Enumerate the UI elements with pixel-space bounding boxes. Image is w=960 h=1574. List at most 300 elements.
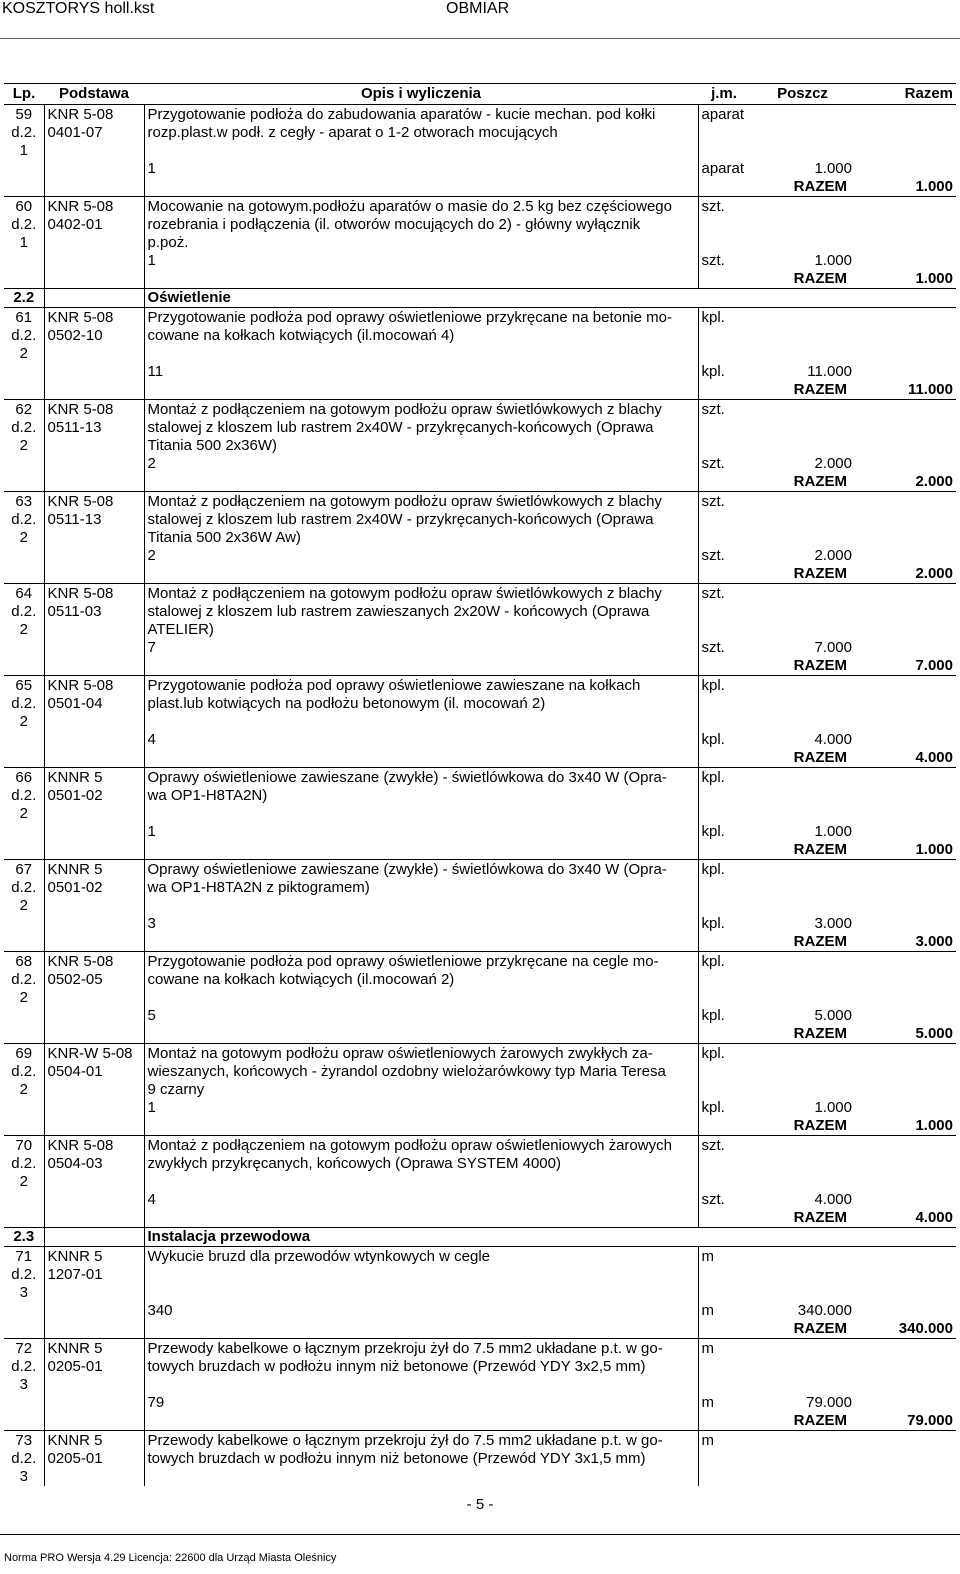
section-number: 2.2: [4, 289, 44, 308]
item-description: Przygotowanie podłoża pod oprawy oświetleniowe przykręcane na cegle mo-: [144, 952, 698, 972]
item-basis: [44, 529, 144, 547]
item-lp: 62: [4, 400, 44, 420]
calc-unit: szt.: [701, 455, 725, 472]
sum-spacer: [144, 1209, 698, 1228]
item-line: [4, 1155, 956, 1173]
item-lp: d.2.: [4, 216, 44, 234]
item-line: [4, 1284, 956, 1302]
item-lp: 1: [4, 142, 44, 160]
razem-value: 340.000: [855, 1320, 956, 1339]
sum-spacer: [4, 1209, 44, 1228]
calc-unit: kpl.: [701, 363, 725, 380]
item-line: [4, 234, 956, 252]
razem-value: 7.000: [855, 657, 956, 676]
item-basis: 0401-07: [44, 124, 144, 142]
item-lp: d.2.: [4, 971, 44, 989]
razem-label: RAZEM: [698, 270, 855, 289]
item-lp: 63: [4, 492, 44, 512]
item-description: [144, 897, 698, 915]
calc-spacer: [44, 823, 144, 841]
calc-row: [4, 1099, 956, 1117]
item-description: stalowej z kloszem lub rastrem zawieszanych 2x20W - końcowych (Oprawa: [144, 603, 698, 621]
item-basis: 0504-01: [44, 1063, 144, 1081]
item-qty-spacer: [750, 1155, 855, 1173]
item-basis: 0501-04: [44, 695, 144, 713]
calc-spacer: [4, 1099, 44, 1117]
item-total-spacer: [855, 1468, 956, 1486]
item-total-spacer: [855, 1358, 956, 1376]
item-unit: [698, 437, 750, 455]
razem-label: RAZEM: [698, 473, 855, 492]
item-total-spacer: [855, 197, 956, 217]
item-basis: KNR 5-08: [44, 1136, 144, 1156]
item-total-spacer: [855, 345, 956, 363]
calc-value: 340.000: [797, 1302, 852, 1319]
item-line: [4, 1339, 956, 1359]
calc-spacer: [4, 823, 44, 841]
razem-label: RAZEM: [698, 1320, 855, 1339]
item-total-spacer: [855, 308, 956, 328]
calc-expression: 1: [144, 160, 698, 178]
item-line: [4, 345, 956, 363]
item-line: [4, 695, 956, 713]
item-unit: [698, 511, 750, 529]
sum-row: [4, 1412, 956, 1431]
item-total-spacer: [855, 1339, 956, 1359]
item-line: [4, 713, 956, 731]
item-total-spacer: [855, 419, 956, 437]
item-lp: 3: [4, 1376, 44, 1394]
item-lp: 2: [4, 345, 44, 363]
calc-row: [4, 455, 956, 473]
item-description: [144, 1266, 698, 1284]
item-description: [144, 713, 698, 731]
item-line: [4, 1468, 956, 1486]
item-unit: kpl.: [701, 309, 725, 326]
item-line: [4, 1358, 956, 1376]
item-line: [4, 768, 956, 788]
calc-expression: 1: [144, 1099, 698, 1117]
razem-label: RAZEM: [698, 1117, 855, 1136]
calc-spacer: [44, 1099, 144, 1117]
item-unit: [698, 345, 750, 363]
column-header-total: Razem: [855, 84, 956, 105]
item-basis: KNR 5-08: [44, 676, 144, 696]
item-qty-spacer: [750, 197, 855, 217]
item-description: [144, 1284, 698, 1302]
item-basis: 0501-02: [44, 787, 144, 805]
razem-label: RAZEM: [698, 841, 855, 860]
calc-row: [4, 160, 956, 178]
item-total-spacer: [855, 1044, 956, 1064]
sum-spacer: [44, 565, 144, 584]
item-total-spacer: [855, 1247, 956, 1267]
item-basis: [44, 437, 144, 455]
item-basis: 0511-13: [44, 511, 144, 529]
item-lp: 2: [4, 621, 44, 639]
razem-value: 1.000: [855, 841, 956, 860]
item-lp: d.2.: [4, 879, 44, 897]
item-total-spacer: [855, 1431, 956, 1451]
sum-spacer: [4, 1117, 44, 1136]
item-qty-spacer: [750, 1450, 855, 1468]
calc-value: 4.000: [814, 731, 852, 748]
item-description: Montaż z podłączeniem na gotowym podłożu opraw świetlówkowych z blachy: [144, 492, 698, 512]
sum-spacer: [144, 178, 698, 197]
item-lp: 68: [4, 952, 44, 972]
sum-row: [4, 657, 956, 676]
calc-value: 1.000: [814, 823, 852, 840]
item-line: [4, 621, 956, 639]
item-line: [4, 584, 956, 604]
sum-spacer: [44, 841, 144, 860]
razem-label: RAZEM: [698, 657, 855, 676]
item-line: [4, 529, 956, 547]
sum-row: [4, 1025, 956, 1044]
item-line: [4, 216, 956, 234]
item-qty-spacer: [750, 787, 855, 805]
item-lp: 1: [4, 234, 44, 252]
item-unit: [698, 1358, 750, 1376]
razem-value: 4.000: [855, 749, 956, 768]
item-qty-spacer: [750, 234, 855, 252]
item-qty-spacer: [750, 603, 855, 621]
item-qty-spacer: [750, 1081, 855, 1099]
item-qty-spacer: [750, 142, 855, 160]
calc-expression: 2: [144, 455, 698, 473]
estimate-table: [4, 83, 956, 1486]
item-description: stalowej z kloszem lub rastrem 2x40W - przykręcanych-końcowych (Oprawa: [144, 419, 698, 437]
item-qty-spacer: [750, 897, 855, 915]
sum-spacer: [144, 1117, 698, 1136]
sum-row: [4, 473, 956, 492]
item-lp: 2: [4, 1081, 44, 1099]
item-basis: KNR 5-08: [44, 584, 144, 604]
item-lp: 2: [4, 437, 44, 455]
item-lp: d.2.: [4, 603, 44, 621]
calc-unit: m: [701, 1394, 714, 1411]
item-lp: d.2.: [4, 1155, 44, 1173]
item-lp: 66: [4, 768, 44, 788]
calc-spacer: [4, 547, 44, 565]
calc-spacer: [44, 1007, 144, 1025]
sum-row: [4, 1320, 956, 1339]
item-basis: [44, 345, 144, 363]
calc-row: [4, 639, 956, 657]
item-lp: d.2.: [4, 695, 44, 713]
item-qty-spacer: [750, 1431, 855, 1451]
sum-spacer: [144, 1025, 698, 1044]
section-title: Instalacja przewodowa: [144, 1228, 956, 1247]
razem-value: 2.000: [855, 473, 956, 492]
calc-spacer: [855, 1394, 956, 1412]
calc-expression: 1: [144, 823, 698, 841]
calc-spacer: [855, 455, 956, 473]
item-unit: [698, 1063, 750, 1081]
item-total-spacer: [855, 1376, 956, 1394]
item-total-spacer: [855, 511, 956, 529]
item-line: [4, 1136, 956, 1156]
sum-row: [4, 381, 956, 400]
item-basis: KNR 5-08: [44, 492, 144, 512]
razem-value: 2.000: [855, 565, 956, 584]
item-qty-spacer: [750, 1173, 855, 1191]
section-spacer: [44, 1228, 144, 1247]
calc-spacer: [4, 1007, 44, 1025]
item-basis: [44, 897, 144, 915]
calc-spacer: [44, 363, 144, 381]
calc-spacer: [4, 1394, 44, 1412]
item-total-spacer: [855, 142, 956, 160]
calc-unit: m: [701, 1302, 714, 1319]
item-basis: 0205-01: [44, 1450, 144, 1468]
calc-unit: szt.: [701, 639, 725, 656]
item-lp: 2: [4, 713, 44, 731]
calc-unit: szt.: [701, 1191, 725, 1208]
calc-row: [4, 823, 956, 841]
item-line: [4, 879, 956, 897]
item-lp: 72: [4, 1339, 44, 1359]
calc-expression: 7: [144, 639, 698, 657]
item-total-spacer: [855, 952, 956, 972]
calc-unit: szt.: [701, 252, 725, 269]
item-total-spacer: [855, 879, 956, 897]
item-description: Przygotowanie podłoża do zabudowania aparatów - kucie mechan. pod kołki: [144, 105, 698, 125]
item-basis: KNNR 5: [44, 768, 144, 788]
item-lp: 70: [4, 1136, 44, 1156]
calc-row: [4, 1191, 956, 1209]
calc-spacer: [4, 363, 44, 381]
item-total-spacer: [855, 327, 956, 345]
calc-spacer: [44, 639, 144, 657]
item-line: [4, 437, 956, 455]
item-description: rozebrania i podłączenia (il. otworów mocujących do 2) - główny wyłącznik: [144, 216, 698, 234]
calc-expression: 11: [144, 363, 698, 381]
item-basis: KNR-W 5-08: [44, 1044, 144, 1064]
item-unit: [698, 1266, 750, 1284]
sum-spacer: [4, 933, 44, 952]
item-total-spacer: [855, 621, 956, 639]
item-unit: kpl.: [701, 953, 725, 970]
item-qty-spacer: [750, 1284, 855, 1302]
item-qty-spacer: [750, 1247, 855, 1267]
item-line: [4, 1266, 956, 1284]
item-lp: d.2.: [4, 1358, 44, 1376]
calc-value: 4.000: [814, 1191, 852, 1208]
item-description: Titania 500 2x36W Aw): [144, 529, 698, 547]
item-description: Oprawy oświetleniowe zawieszane (zwykłe) - świetlówkowa do 3x40 W (Opra-: [144, 860, 698, 880]
razem-value: 1.000: [855, 270, 956, 289]
item-basis: KNNR 5: [44, 1339, 144, 1359]
table-header-row: [4, 84, 956, 105]
sum-spacer: [144, 1412, 698, 1431]
item-total-spacer: [855, 1173, 956, 1191]
razem-label: RAZEM: [698, 933, 855, 952]
item-lp: 73: [4, 1431, 44, 1451]
sum-spacer: [144, 381, 698, 400]
item-lp: d.2.: [4, 787, 44, 805]
item-line: [4, 1376, 956, 1394]
sum-spacer: [4, 473, 44, 492]
item-lp: 61: [4, 308, 44, 328]
item-line: [4, 897, 956, 915]
item-line: [4, 971, 956, 989]
item-unit: szt.: [701, 198, 725, 215]
sum-row: [4, 270, 956, 289]
item-description: [144, 1173, 698, 1191]
calc-unit: kpl.: [701, 915, 725, 932]
item-line: [4, 308, 956, 328]
calc-unit: szt.: [701, 547, 725, 564]
item-basis: KNNR 5: [44, 1431, 144, 1451]
item-lp: 59: [4, 105, 44, 125]
razem-value: 5.000: [855, 1025, 956, 1044]
calc-expression: 5: [144, 1007, 698, 1025]
item-unit: [698, 529, 750, 547]
sum-spacer: [4, 270, 44, 289]
sum-spacer: [144, 565, 698, 584]
item-unit: aparat: [701, 106, 745, 123]
item-basis: KNNR 5: [44, 1247, 144, 1267]
calc-value: 11.000: [807, 363, 852, 380]
calc-spacer: [855, 639, 956, 657]
sum-spacer: [44, 1412, 144, 1431]
sum-row: [4, 1117, 956, 1136]
item-qty-spacer: [750, 879, 855, 897]
item-total-spacer: [855, 1136, 956, 1156]
item-description: Montaż z podłączeniem na gotowym podłożu opraw oświetleniowych żarowych: [144, 1136, 698, 1156]
item-unit: [698, 787, 750, 805]
item-basis: 0502-05: [44, 971, 144, 989]
calc-spacer: [44, 252, 144, 270]
item-lp: 71: [4, 1247, 44, 1267]
calc-spacer: [4, 731, 44, 749]
item-unit: [698, 1376, 750, 1394]
item-line: [4, 805, 956, 823]
item-qty-spacer: [750, 400, 855, 420]
sum-spacer: [4, 1412, 44, 1431]
item-qty-spacer: [750, 860, 855, 880]
calc-expression: 1: [144, 252, 698, 270]
item-qty-spacer: [750, 419, 855, 437]
item-basis: [44, 621, 144, 639]
item-basis: [44, 1173, 144, 1191]
item-total-spacer: [855, 713, 956, 731]
calc-row: [4, 252, 956, 270]
item-basis: KNR 5-08: [44, 952, 144, 972]
item-description: Montaż z podłączeniem na gotowym podłożu opraw świetlówkowych z blachy: [144, 400, 698, 420]
item-lp: d.2.: [4, 1063, 44, 1081]
item-basis: [44, 989, 144, 1007]
calc-expression: 79: [144, 1394, 698, 1412]
item-line: [4, 511, 956, 529]
item-description: cowane na kołkach kotwiących (il.mocowań 4): [144, 327, 698, 345]
item-description: Oprawy oświetleniowe zawieszane (zwykłe) - świetlówkowa do 3x40 W (Opra-: [144, 768, 698, 788]
item-description: Wykucie bruzd dla przewodów wtynkowych w cegle: [144, 1247, 698, 1267]
sum-spacer: [144, 657, 698, 676]
calc-spacer: [855, 252, 956, 270]
calc-row: [4, 915, 956, 933]
sum-spacer: [44, 381, 144, 400]
item-lp: 2: [4, 897, 44, 915]
item-description: [144, 1376, 698, 1394]
calc-row: [4, 1007, 956, 1025]
item-line: [4, 603, 956, 621]
item-qty-spacer: [750, 1063, 855, 1081]
item-qty-spacer: [750, 805, 855, 823]
item-total-spacer: [855, 584, 956, 604]
item-description: wa OP1-H8TA2N): [144, 787, 698, 805]
item-line: [4, 142, 956, 160]
razem-value: 1.000: [855, 1117, 956, 1136]
item-unit: szt.: [701, 1137, 725, 1154]
item-unit: [698, 989, 750, 1007]
item-total-spacer: [855, 971, 956, 989]
item-line: [4, 860, 956, 880]
item-qty-spacer: [750, 492, 855, 512]
calc-row: [4, 731, 956, 749]
item-total-spacer: [855, 1266, 956, 1284]
item-description: [144, 989, 698, 1007]
item-unit: szt.: [701, 585, 725, 602]
item-lp: 2: [4, 805, 44, 823]
column-header-desc: Opis i wyliczenia: [144, 84, 698, 105]
calc-spacer: [855, 1007, 956, 1025]
item-description: wa OP1-H8TA2N z piktogramem): [144, 879, 698, 897]
item-qty-spacer: [750, 1266, 855, 1284]
item-qty-spacer: [750, 327, 855, 345]
item-unit: [698, 695, 750, 713]
sum-spacer: [144, 1320, 698, 1339]
sum-row: [4, 178, 956, 197]
sum-spacer: [44, 1320, 144, 1339]
item-lp: d.2.: [4, 511, 44, 529]
item-unit: kpl.: [701, 677, 725, 694]
calc-row: [4, 547, 956, 565]
item-description: [144, 345, 698, 363]
estimate-table-container: [4, 83, 956, 1486]
item-description: wieszanych, końcowych - żyrandol ozdobny wielożarówkowy typ Maria Teresa: [144, 1063, 698, 1081]
item-unit: [698, 1468, 750, 1486]
item-unit: kpl.: [701, 769, 725, 786]
sum-spacer: [144, 933, 698, 952]
calc-spacer: [855, 1099, 956, 1117]
item-qty-spacer: [750, 695, 855, 713]
item-total-spacer: [855, 1155, 956, 1173]
razem-label: RAZEM: [698, 381, 855, 400]
sum-spacer: [144, 270, 698, 289]
item-line: [4, 124, 956, 142]
calc-spacer: [855, 363, 956, 381]
item-total-spacer: [855, 860, 956, 880]
item-lp: 3: [4, 1468, 44, 1486]
item-unit: [698, 419, 750, 437]
item-total-spacer: [855, 676, 956, 696]
item-line: [4, 1450, 956, 1468]
item-unit: [698, 234, 750, 252]
item-description: Przewody kabelkowe o łącznym przekroju żył do 7.5 mm2 układane p.t. w go-: [144, 1431, 698, 1451]
sum-spacer: [4, 565, 44, 584]
item-lp: d.2.: [4, 124, 44, 142]
calc-spacer: [44, 1302, 144, 1320]
sum-spacer: [44, 270, 144, 289]
sum-row: [4, 1209, 956, 1228]
section-spacer: [44, 289, 144, 308]
item-qty-spacer: [750, 437, 855, 455]
razem-label: RAZEM: [698, 1412, 855, 1431]
calc-spacer: [44, 160, 144, 178]
item-unit: m: [701, 1248, 714, 1265]
